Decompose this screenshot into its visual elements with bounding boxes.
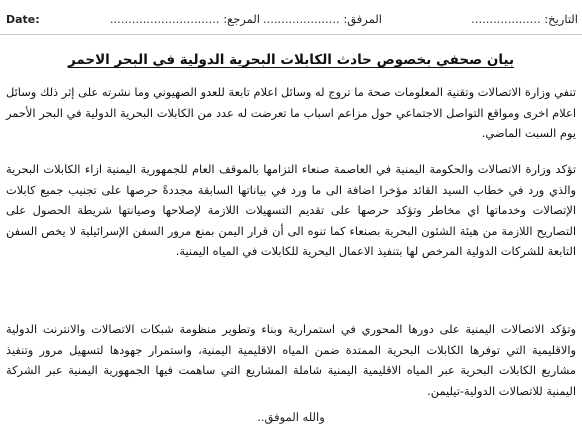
- paragraph-commitment: تؤكد وزارة الاتصالات والحكومة اليمنية في العاصمة صنعاء التزامها بالموقف العام للجمهورية اليمنية ازاء الكابلات البحرية والذي ورد في خطاب السيد القائد مؤخرا اضافة الى ما ورد في بياناتها السابقة مجددةً حرصها على تجنيب جميع كابلات الإتصالات وخدماتها اي مخاطر وتؤكد حرصها على تقديم التسهيلات اللازمة لإصلاحها وصيانتها شريطة الحصول على التصاريح اللازمة من هيئة الشئون البحرية بصنعاء كما تنوه الى أن قرار اليمن بمنع مرور السفن الإسرائيلية لا يخص السفن التابعة للشركات الدولية المرخص لها بتنفيذ الاعمال البحرية للكابلات في المياه اليمنية.: [6, 162, 576, 258]
- date-label-en: Date:: [6, 13, 40, 26]
- date-field-ar: [471, 12, 578, 26]
- date-dots: ...................: [471, 12, 541, 26]
- reference-field: [110, 12, 260, 26]
- letterhead-fields: [0, 8, 582, 30]
- paragraph-denial: تنفي وزارة الاتصالات وتقنية المعلومات صحة ما تروج له وسائل اعلام تابعة للعدو الصهيوني وما نشرته على إثر ذلك وسائل اعلام اخرى ومواقع التواصل الاجتماعي حول مزاعم اسباب ما تعرضت له عدد من الكابلات البحرية الدولية في البحر الأحمر يوم السبت الماضي.: [6, 85, 576, 140]
- date-label-ar: التاريخ:: [544, 12, 578, 26]
- document-title: بيان صحفي بخصوص حادث الكابلات البحرية الدولية في البحر الاحمر: [67, 52, 515, 68]
- reference-label: المرجع:: [223, 12, 260, 26]
- header-divider: [0, 34, 582, 35]
- attachment-dots: .....................: [262, 12, 340, 26]
- attachment-label: المرفق:: [343, 12, 382, 26]
- reference-dots: ..............................: [109, 12, 220, 26]
- closing-line: والله الموفق..: [257, 410, 325, 424]
- paragraph-role: وتؤكد الاتصالات اليمنية على دورها المحوري في استمرارية وبناء وتطوير منظومة شبكات الاتصالات والانترنت الدولية والاقليمية التي توفرها الكابلات البحرية الممتدة ضمن المياه الاقليمية اليمنية، واستمرار جهودها لتسهيل مرور وتنفيذ مشاريع الكابلات البحرية عبر المياه الاقليمية اليمنية شاملة المشاريع التي ساهمت فيها الجمهورية اليمنية عبر الشركة اليمنية للاتصالات الدولية-تيليمن.: [6, 322, 576, 398]
- attachment-field: [263, 12, 382, 26]
